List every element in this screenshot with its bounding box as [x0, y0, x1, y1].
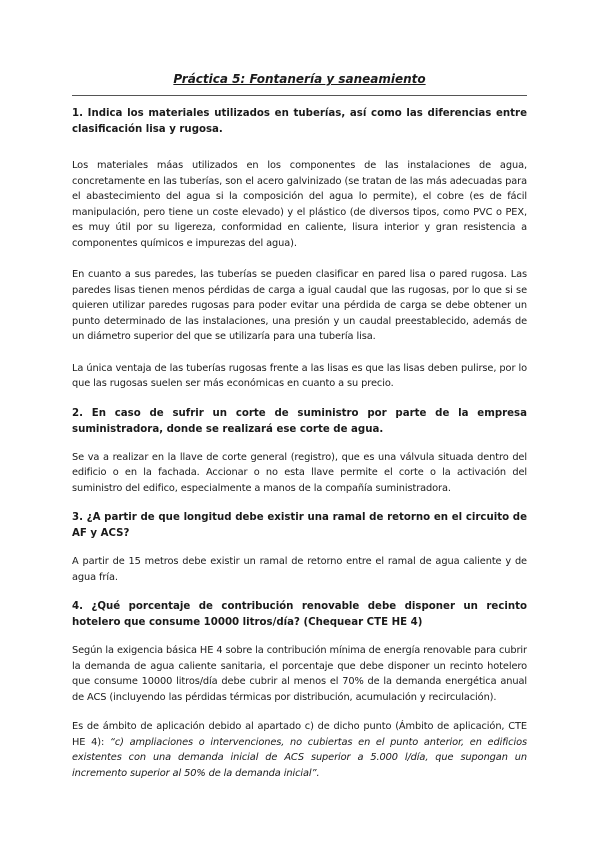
answer-1-paragraph-2: En cuanto a sus paredes, las tuberías se pueden clasificar en pared lisa o pared rugosa. Las paredes lisas tienen menos pérdidas de carga a igual caudal que las rugosas, por lo que si se quieren utilizar paredes rugosas para poder evitar una pérdida de carga se debe obtener un punto determinado de las instalaciones, una presión y un caudal preestablecido, además de un diámetro superior del que se utilizaría para una tubería lisa. [72, 269, 527, 342]
answer-3-paragraph-1: A partir de 15 metros debe existir un ramal de retorno entre el ramal de agua caliente y de agua fría. [72, 556, 527, 583]
title-divider [72, 95, 527, 96]
question-3: 3. ¿A partir de que longitud debe existir una ramal de retorno en el circuito de AF y ACS? [72, 512, 527, 539]
question-2: 2. En caso de sufrir un corte de suministro por parte de la empresa suministradora, donde se realizará ese corte de agua. [72, 407, 527, 435]
answer-1-paragraph-1: Los materiales máas utilizados en los componentes de las instalaciones de agua, concretamente en las tuberías, son el acero galvinizado (se tratan de las más adecuadas para el abastecimiento del agua si la composición del agua lo permite), el cobre (es de fácil manipulación, pero tiene un coste elevado) y el plástico (de diversos tipos, como PVC o PEX, es muy útil por su ligereza, conformidad en caliente, lisura interior y gran resistencia a componentes químicos e impurezas del agua). [72, 160, 527, 249]
answer-4-lead-text: Es de ámbito de aplicación debido al apartado c) de dicho punto (Ámbito de aplicación, CTE HE 4): [72, 721, 527, 748]
question-4: 4. ¿Qué porcentaje de contribución renovable debe disponer un recinto hotelero que consume 10000 litros/día? (Chequear CTE HE 4) [72, 601, 527, 628]
answer-2-paragraph-1: Se va a realizar en la llave de corte general (registro), que es una válvula situada dentro del edificio o en la fachada. Accionar o no esta llave permite el corte o la activación del suministro del edifico, especialmente a manos de la compañía suministradora. [72, 451, 527, 494]
question-1: 1. Indica los materiales utilizados en tuberías, así como las diferencias entre clasificación lisa y rugosa. [72, 108, 527, 135]
answer-4-paragraph-1: Según la exigencia básica HE 4 sobre la contribución mínima de energía renovable para cubrir la demanda de agua caliente sanitaria, el porcentaje que debe disponer un recinto hotelero que consume 10000 litros/día debe cubrir al menos el 70% de la demanda energética anual de ACS (incluyendo las pérdidas térmicas por distribución, acumulación y recirculación). [72, 645, 527, 703]
document-page [72, 72, 527, 781]
page-title: Práctica 5: Fontanería y saneamiento [173, 72, 426, 86]
answer-4-paragraph-2 [72, 719, 527, 781]
answer-4-quoted-text: “c) ampliaciones o intervenciones, no cubiertas en el punto anterior, en edificios existentes con una demanda inicial de ACS superior a 5.000 l/día, que supongan un incremento superior al 50% de la demanda inicial”. [72, 736, 527, 779]
answer-1-paragraph-3: La única ventaja de las tuberías rugosas frente a las lisas es que las lisas deben pulirse, por lo que las rugosas suelen ser más económicas en cuanto a su precio. [72, 362, 527, 389]
